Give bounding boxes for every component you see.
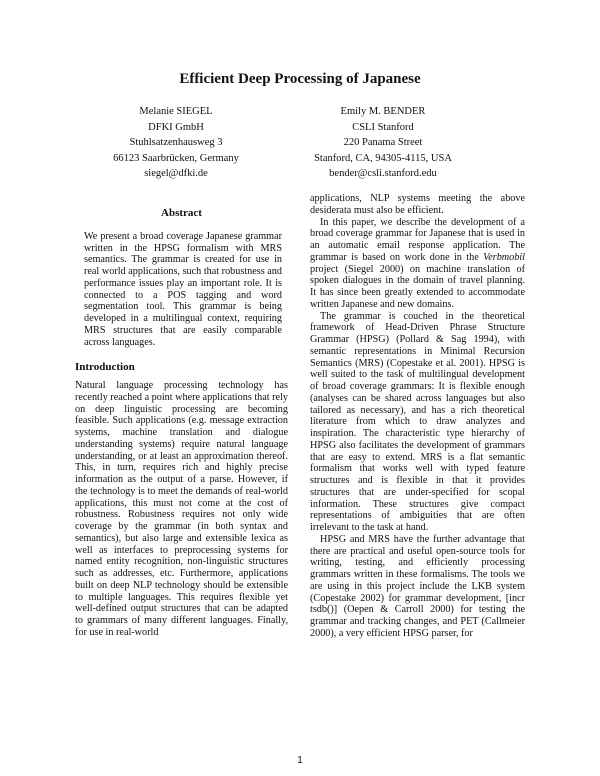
author-block-siegel: [76, 104, 276, 182]
body-paragraph: HPSG and MRS have the further advantage that there are practical and useful open-source tools for writing, testing, and efficiently processing grammars written in these formalisms. The tools we are using in this project include the LKB system (Copestake 2002) for grammar development, [incr tsdb()] (Oepen & Carroll 2000) for testing the grammar and tracking changes, and PET (Callmeier 2000), a very efficient HPSG parser, for: [310, 533, 525, 639]
project-name-italic: Verbmobil: [483, 251, 525, 263]
author-affiliation: DFKI GmbH: [148, 121, 204, 133]
author-city: 66123 Saarbrücken, Germany: [113, 152, 239, 164]
paper-title: Efficient Deep Processing of Japanese: [179, 71, 421, 87]
text-run: In this paper, we describe the development of a broad coverage grammar for Japanese that is used in an automatic email response application. The grammar is based on work done in the: [310, 216, 525, 263]
author-street: Stuhlsatzenhausweg 3: [129, 137, 223, 148]
author-email: bender@csli.stanford.edu: [329, 168, 437, 179]
author-name: Melanie SIEGEL: [139, 106, 213, 117]
author-city: Stanford, CA, 94305-4115, USA: [314, 152, 452, 164]
author-affiliation: CSLI Stanford: [352, 121, 414, 133]
body-paragraph: The grammar is couched in the theoretical framework of Head-Driven Phrase Structure Grammar (HPSG) (Pollard & Sag 1994), with semantic representations in Minimal Recursion Semantics (MRS) (Copestake et al. 2001). HPSG is well suited to the task of multilingual development of broad coverage grammars: It is flexible enough (analyses can be shared across languages but also tailored as necessary), and has a rich theoretical literature from which to draw analyzes and inspiration. The characteristic type hierarchy of HPSG also facilitates the development of grammars that are easy to extend. MRS is a flat semantic formalism that works well with typed feature structures and is flexible in that it provides structures that are under-specified for scopal information. These structures give compact representations of ambiguities that are often irrelevant to the task at hand.: [310, 310, 525, 533]
right-column: [310, 193, 525, 640]
body-paragraph: [310, 217, 525, 311]
introduction-paragraph: Natural language processing technology has recently reached a point where applications that rely on deep linguistic processing are becoming feasible. Such applications (e.g. message extraction systems, machine translation and dialogue understanding systems) require natural language understanding, or at least an approximation thereof. This, in turn, requires rich and highly precise information as the output of a parse. However, if the technology is to meet the demands of real-world applications, this must not come at the cost of robustness. Robustness requires not only wide coverage by the grammar (in both syntax and semantics), but also large and extensible lexica as well as interfaces to preprocessing systems for named entity recognition, non-linguistic structures such as addresses, etc. Furthermore, applications built on deep NLP technology should be extensible to multiple languages. This requires flexible yet well-defined output structures that can be adapted to grammars of many different languages. Finally, for use in real-world: [75, 380, 288, 638]
abstract-text: We present a broad coverage Japanese grammar written in the HPSG formalism with MRS semantics. The grammar is created for use in real world applications, such that robustness and performance issues play an important role. It is connected to a POS tagging and word segmentation tool. This grammar is being developed in a multilingual context, requiring MRS structures that are easily comparable across languages.: [84, 230, 282, 348]
author-email: siegel@dfki.de: [144, 168, 208, 179]
author-block-bender: [283, 104, 483, 182]
left-column: [75, 193, 288, 639]
author-name: Emily M. BENDER: [340, 106, 426, 117]
page-number: 1: [297, 755, 303, 766]
text-run: project (Siegel 2000) on machine translation of spoken dialogues in the domain of travel planning. It has since been greatly extended to accommodate written Japanese and new domains.: [310, 263, 525, 310]
author-street: 220 Panama Street: [343, 137, 423, 148]
body-paragraph-continued: applications, NLP systems meeting the above desiderata must also be efficient.: [310, 193, 525, 216]
introduction-heading: Introduction: [75, 361, 135, 374]
abstract-heading: Abstract: [161, 207, 202, 219]
